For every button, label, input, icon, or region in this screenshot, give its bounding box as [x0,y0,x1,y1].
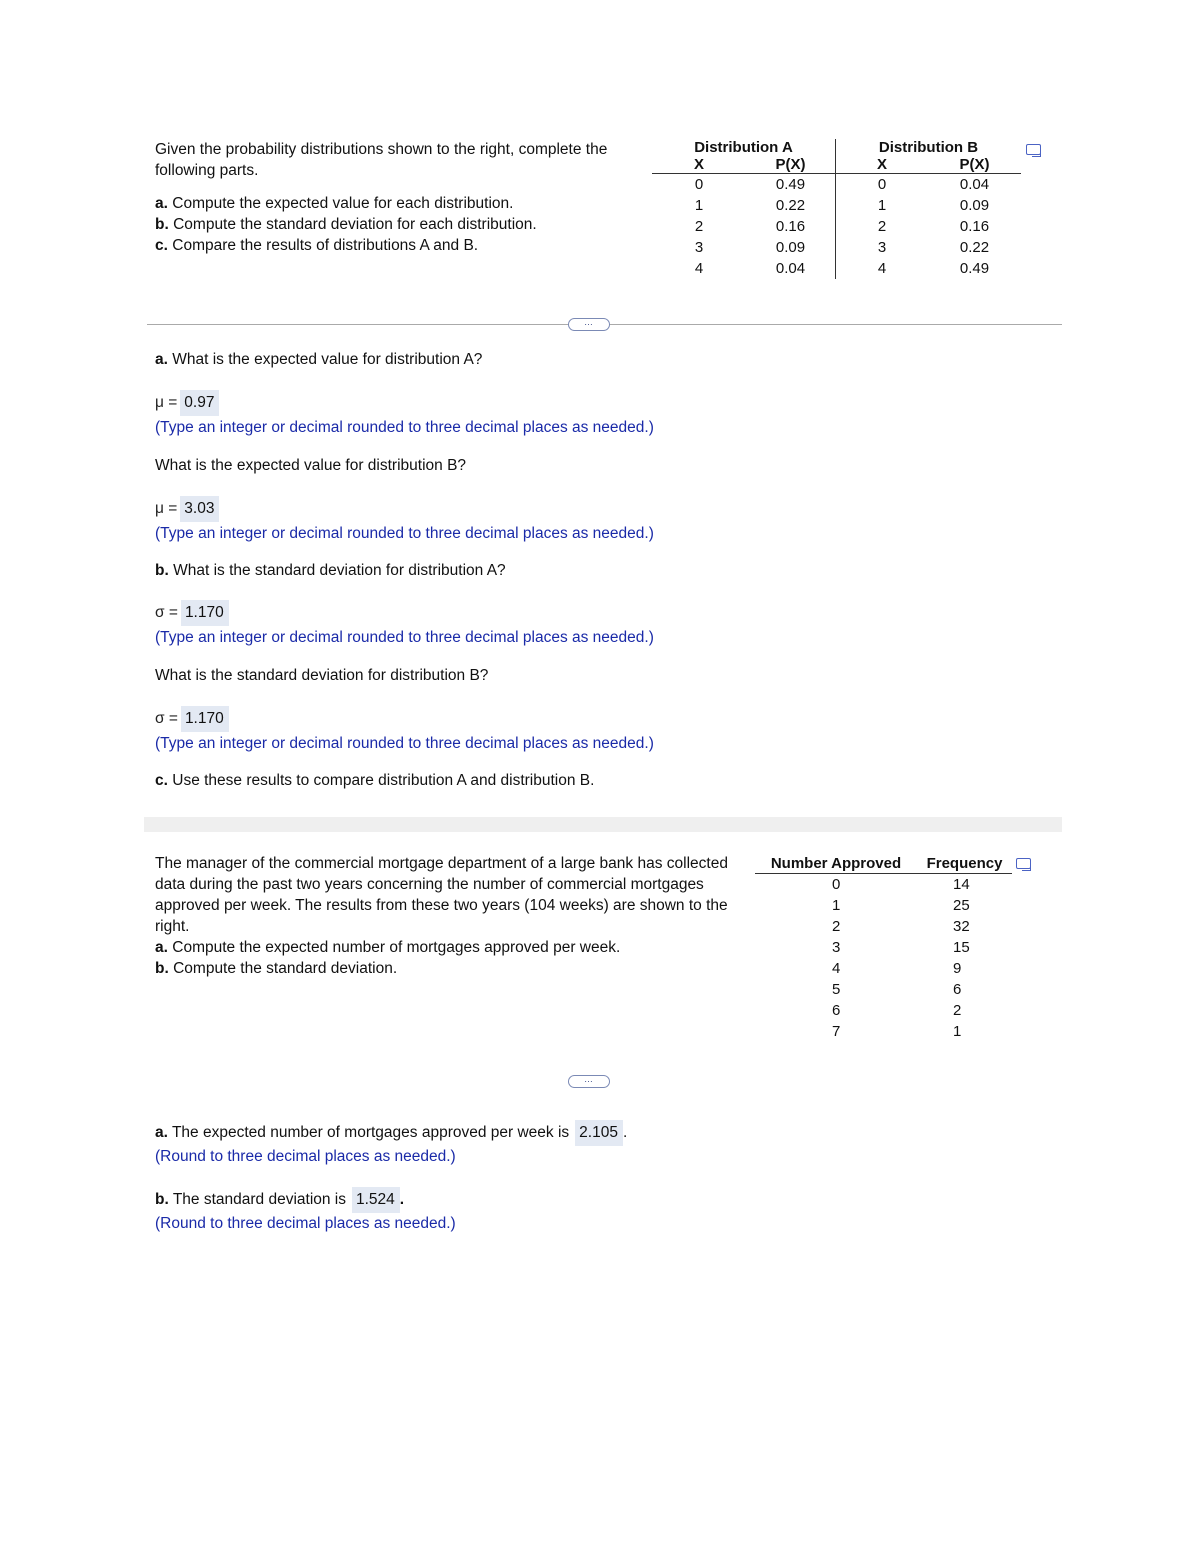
header-frequency: Frequency [926,854,1003,872]
distribution-table [652,139,1021,279]
table-cell: 0.04 [746,258,836,279]
table-cell: 0.09 [959,197,990,214]
header-distribution-b: Distribution B [878,139,979,156]
problem2-statement [155,853,730,979]
problem1-part-b: b. Compute the standard deviation for each distribution. [155,216,537,233]
table-cell: 15 [953,939,970,956]
answer-mu-b: μ = 3.03 [155,496,855,522]
frequency-table-body [755,874,1012,1043]
table-cell: 0 [832,876,841,893]
problem1-part-a: a. Compute the expected value for each distribution. [155,195,514,212]
table-cell: 0.22 [746,195,836,216]
answer-box-sigma-b[interactable]: 1.170 [181,706,229,732]
table-cell: 6 [832,1002,841,1019]
table-row [652,237,1021,258]
table-row [652,258,1021,279]
table-row [755,979,1012,1000]
answer-box-expected[interactable]: 2.105 [575,1120,623,1146]
show-more-button[interactable]: … [568,318,610,331]
table-row [652,195,1021,216]
table-cell: 14 [953,876,970,893]
header-distribution-a: Distribution A [652,139,836,156]
answer-sigma-b: σ = 1.170 [155,706,855,732]
table-cell: 2 [953,1002,962,1019]
hint-sigma-b: (Type an integer or decimal rounded to three decimal places as needed.) [155,735,654,752]
table-cell: 2 [877,218,887,235]
table-cell: 3 [877,239,887,256]
question-a-expected-a: a. What is the expected value for distribution A? [155,351,483,368]
table-cell: 1 [877,197,887,214]
table-row [755,895,1012,916]
hint-mu-a: (Type an integer or decimal rounded to three decimal places as needed.) [155,419,654,436]
answer-box-mu-b[interactable]: 3.03 [180,496,219,522]
problem1-part-c: c. Compare the results of distributions A and B. [155,237,479,254]
header-a-px: P(X) [746,156,836,174]
answer-box-mu-a[interactable]: 0.97 [180,390,219,416]
problem1-answers [155,349,855,791]
problem1-statement [155,139,635,256]
problem2-intro: The manager of the commercial mortgage department of a large bank has collected data during the past two years concerning the number of commercial mortgages approved per week. The results from these two years (104 weeks) are shown to the right. [155,855,728,935]
hint-mu-b: (Type an integer or decimal rounded to three decimal places as needed.) [155,525,654,542]
table-cell: 9 [953,960,962,977]
answer-standard-deviation: b. The standard deviation is 1.524 . [155,1187,855,1213]
frequency-table [755,853,1012,1042]
table-cell: 0.09 [746,237,836,258]
table-cell: 4 [694,260,704,277]
table-cell: 6 [953,981,962,998]
table-row [755,958,1012,979]
table-cell: 25 [953,897,970,914]
question-sd-b: What is the standard deviation for distribution B? [155,667,489,684]
table-cell: 1 [694,197,704,214]
table-row [755,874,1012,896]
hint-expected: (Round to three decimal places as needed.) [155,1148,456,1165]
table-row [755,1000,1012,1021]
table-cell: 0.04 [959,176,990,193]
answer-sigma-a: σ = 1.170 [155,600,855,626]
distribution-table-body [652,174,1021,280]
problem2-part-b: b. Compute the standard deviation. [155,960,398,977]
table-cell: 3 [832,939,841,956]
header-b-x: X [876,156,887,173]
table-cell: 1 [953,1023,962,1040]
question-c-compare: c. Use these results to compare distribution A and distribution B. [155,772,595,789]
question-b-sd-a: b. What is the standard deviation for distribution A? [155,562,506,579]
table-cell: 0 [694,176,704,193]
header-b-px: P(X) [959,156,990,173]
table-cell: 0.16 [959,218,990,235]
table-cell: 2 [694,218,704,235]
table-row [652,216,1021,237]
table-row [652,174,1021,196]
header-number-approved: Number Approved [770,854,902,872]
copy-table-icon[interactable] [1016,858,1031,869]
table-cell: 0.22 [959,239,990,256]
table-cell: 0.49 [959,260,990,277]
table-cell: 32 [953,918,970,935]
table-row [755,937,1012,958]
table-cell: 0.49 [746,174,836,196]
answer-box-sd[interactable]: 1.524 [352,1187,400,1213]
answer-box-sigma-a[interactable]: 1.170 [181,600,229,626]
table-cell: 2 [832,918,841,935]
table-cell: 3 [694,239,704,256]
table-row [755,1021,1012,1042]
table-cell: 0 [877,176,887,193]
table-row [755,916,1012,937]
table-cell: 0.16 [746,216,836,237]
problem2-answers [155,1120,855,1234]
problem-separator [144,817,1062,832]
header-a-x: X [693,156,704,173]
copy-table-icon[interactable] [1026,144,1041,155]
answer-expected-mortgages: a. The expected number of mortgages approved per week is 2.105 . [155,1120,855,1146]
answer-mu-a: μ = 0.97 [155,390,855,416]
problem2-part-a: a. Compute the expected number of mortgages approved per week. [155,939,621,956]
show-more-button[interactable]: … [568,1075,610,1088]
table-cell: 4 [832,960,841,977]
hint-sigma-a: (Type an integer or decimal rounded to three decimal places as needed.) [155,629,654,646]
table-cell: 5 [832,981,841,998]
hint-sd: (Round to three decimal places as needed.) [155,1215,456,1232]
question-expected-b: What is the expected value for distribution B? [155,457,467,474]
table-cell: 1 [832,897,841,914]
table-cell: 4 [877,260,887,277]
problem1-intro: Given the probability distributions shown to the right, complete the following parts. [155,141,608,179]
table-cell: 7 [832,1023,841,1040]
